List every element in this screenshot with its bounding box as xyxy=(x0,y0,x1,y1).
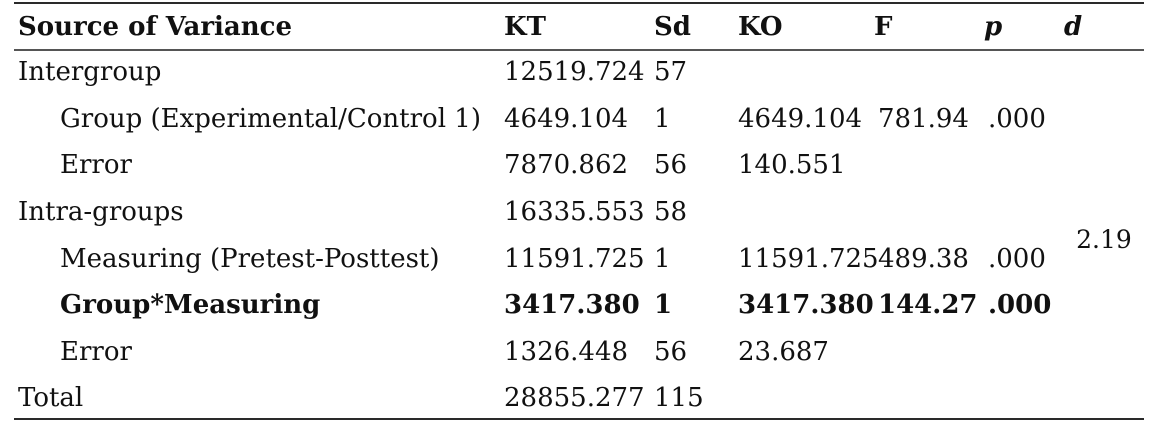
source-cell: Measuring (Pretest-Posttest) xyxy=(60,243,440,274)
kt-cell: 7870.862 xyxy=(504,150,629,181)
f-cell xyxy=(874,189,984,236)
sd-cell: 56 xyxy=(654,150,688,181)
source-cell: Total xyxy=(18,383,84,414)
f-cell: 144.27 xyxy=(878,290,978,321)
source-cell: Error xyxy=(60,150,132,181)
sd-cell: 1 xyxy=(654,103,671,134)
header-source: Source of Variance xyxy=(18,12,293,42)
kt-cell: 28855.277 xyxy=(504,383,645,414)
d-cell: 2.19 xyxy=(1076,224,1132,254)
source-cell: Group*Measuring xyxy=(60,290,321,321)
header-f: F xyxy=(874,12,893,42)
p-cell xyxy=(984,375,1064,422)
kt-cell: 4649.104 xyxy=(504,103,629,134)
p-cell xyxy=(984,189,1064,236)
f-cell xyxy=(874,49,984,96)
table-row xyxy=(14,189,1144,236)
f-cell xyxy=(874,375,984,422)
sd-cell: 115 xyxy=(654,383,704,414)
sd-cell: 1 xyxy=(654,243,671,274)
header-d: d xyxy=(1064,12,1083,42)
ko-cell: 3417.380 xyxy=(738,290,874,321)
p-cell: .000 xyxy=(988,103,1046,134)
header-ko: KO xyxy=(738,12,783,42)
p-cell xyxy=(984,142,1064,189)
f-cell: 781.94 xyxy=(878,103,969,134)
sd-cell: 1 xyxy=(654,290,673,321)
source-cell: Group (Experimental/Control 1) xyxy=(60,103,481,134)
p-cell: .000 xyxy=(988,290,1052,321)
kt-cell: 11591.725 xyxy=(504,243,645,274)
source-cell: Intergroup xyxy=(18,57,162,88)
top-rule xyxy=(14,2,1144,4)
sd-cell: 56 xyxy=(654,336,688,367)
kt-cell: 1326.448 xyxy=(504,336,629,367)
anova-table xyxy=(14,5,1144,422)
ko-cell: 140.551 xyxy=(738,150,846,181)
header-sd: Sd xyxy=(654,12,691,42)
table-row xyxy=(14,96,1144,143)
table-row xyxy=(14,142,1144,189)
ko-cell: 11591.725 xyxy=(738,243,879,274)
p-cell xyxy=(984,329,1064,376)
table-row xyxy=(14,329,1144,376)
source-cell: Intra-groups xyxy=(18,197,184,228)
ko-cell: 4649.104 xyxy=(738,103,863,134)
p-cell xyxy=(984,49,1064,96)
kt-cell: 3417.380 xyxy=(504,290,640,321)
kt-cell: 16335.553 xyxy=(504,197,645,228)
table-row xyxy=(14,375,1144,422)
header-row xyxy=(14,5,1144,49)
bottom-rule xyxy=(14,418,1144,420)
p-cell: .000 xyxy=(988,243,1046,274)
header-kt: KT xyxy=(504,12,546,42)
table-row xyxy=(14,235,1144,282)
ko-cell: 23.687 xyxy=(738,336,829,367)
kt-cell: 12519.724 xyxy=(504,57,645,88)
ko-cell xyxy=(734,189,874,236)
f-cell xyxy=(874,329,984,376)
header-p: p xyxy=(984,12,1003,42)
source-cell: Error xyxy=(60,336,132,367)
table-row-highlight xyxy=(14,282,1144,329)
ko-cell xyxy=(734,49,874,96)
f-cell xyxy=(874,142,984,189)
sd-cell: 57 xyxy=(654,57,688,88)
table-row xyxy=(14,49,1144,96)
f-cell: 489.38 xyxy=(878,243,969,274)
ko-cell xyxy=(734,375,874,422)
sd-cell: 58 xyxy=(654,197,688,228)
